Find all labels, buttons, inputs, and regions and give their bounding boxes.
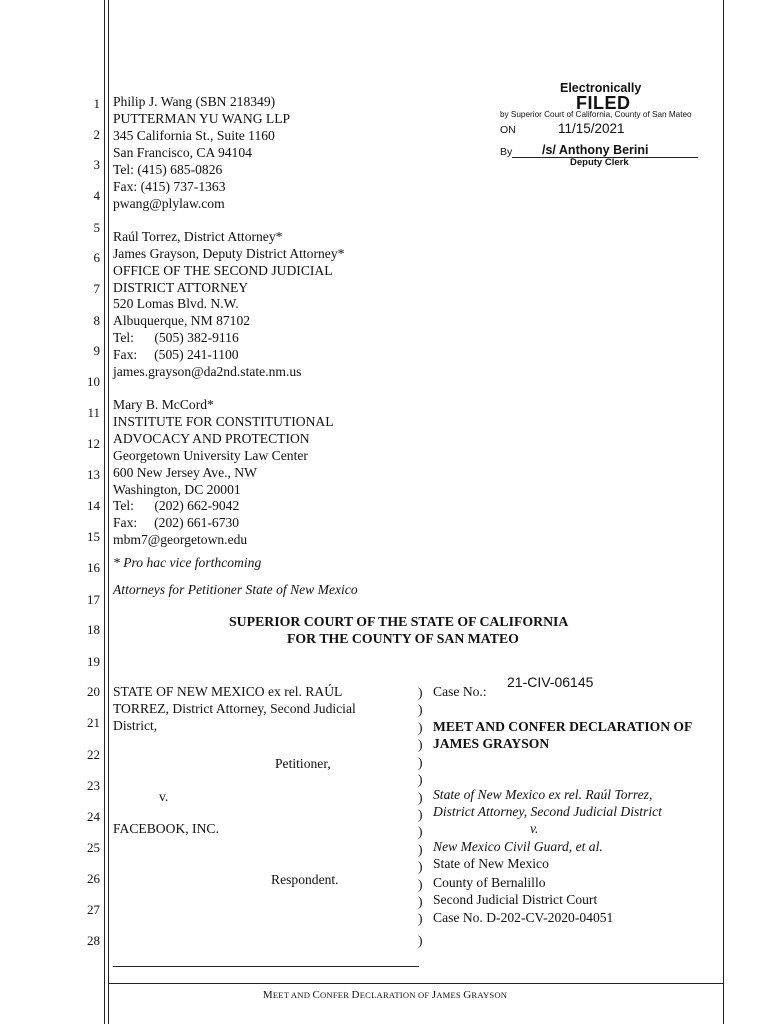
- document-title-line1: MEET AND CONFER DECLARATION OF: [433, 719, 693, 734]
- related-case-line: Second Judicial District Court: [433, 892, 598, 907]
- case-number: 21-CIV-06145: [507, 674, 594, 690]
- caption-paren: ): [418, 807, 423, 822]
- counsel-line: INSTITUTE FOR CONSTITUTIONAL: [113, 414, 334, 429]
- counsel-line: OFFICE OF THE SECOND JUDICIAL: [113, 263, 333, 278]
- line-number: 3: [93, 157, 100, 172]
- footer-cap: G: [463, 989, 472, 1001]
- counsel-email: mbm7@georgetown.edu: [113, 532, 248, 547]
- line-number: 16: [87, 560, 100, 575]
- case-number-label: Case No.:: [433, 684, 487, 699]
- caption-paren: ): [418, 737, 423, 752]
- stamp-electronically: Electronically: [560, 81, 642, 95]
- line-number: 9: [93, 343, 100, 358]
- document-title-line2: JAMES GRAYSON: [433, 736, 550, 751]
- court-title-line1: SUPERIOR COURT OF THE STATE OF CALIFORNIA: [229, 614, 569, 629]
- caption-paren: ): [418, 702, 423, 717]
- counsel-line: Washington, DC 20001: [113, 482, 241, 497]
- line-number: 6: [93, 250, 100, 265]
- counsel-line: Raúl Torrez, District Attorney*: [113, 229, 283, 244]
- petitioner-line: District,: [113, 718, 158, 733]
- counsel-line: Mary B. McCord*: [113, 397, 214, 412]
- stamp-date: 11/15/2021: [558, 121, 625, 136]
- respondent-role: Respondent.: [271, 872, 339, 887]
- respondent-name: FACEBOOK, INC.: [113, 821, 219, 836]
- line-number: 1: [93, 96, 100, 111]
- left-margin-rule: [104, 0, 105, 1024]
- related-case-line: New Mexico Civil Guard, et al.: [433, 839, 603, 854]
- line-number: 24: [87, 809, 100, 824]
- footer-small: EET AND: [272, 990, 313, 1000]
- caption-paren: ): [418, 720, 423, 735]
- counsel-email: pwang@plylaw.com: [113, 196, 225, 211]
- related-case-number: Case No. D-202-CV-2020-04051: [433, 910, 614, 925]
- pro-hac-vice-note: * Pro hac vice forthcoming: [113, 555, 262, 570]
- counsel-email: james.grayson@da2nd.state.nm.us: [113, 364, 302, 379]
- counsel-line: Albuquerque, NM 87102: [113, 313, 251, 328]
- stamp-on-label: ON: [500, 124, 516, 136]
- counsel-line: Philip J. Wang (SBN 218349): [113, 94, 276, 109]
- footer-cap: M: [262, 989, 273, 1001]
- line-number: 13: [87, 467, 100, 482]
- caption-paren: ): [418, 894, 423, 909]
- footer-cap: J: [431, 989, 437, 1001]
- stamp-signer: /s/ Anthony Berini: [542, 143, 649, 157]
- counsel-line: James Grayson, Deputy District Attorney*: [113, 246, 345, 261]
- line-number: 5: [93, 220, 100, 235]
- left-margin-rule-inner: [108, 0, 109, 1024]
- counsel-line: Georgetown University Law Center: [113, 448, 308, 463]
- footer-small: ECLARATION OF: [359, 990, 432, 1000]
- footer-cap: C: [312, 989, 321, 1001]
- versus: v.: [159, 789, 169, 804]
- footer-small: RAYSON: [471, 990, 508, 1000]
- counsel-line: DISTRICT ATTORNEY: [113, 280, 249, 295]
- line-number: 2: [93, 127, 100, 142]
- related-case-line: State of New Mexico ex rel. Raúl Torrez,: [433, 787, 653, 802]
- related-case-line: State of New Mexico: [433, 856, 549, 871]
- stamp-court: by Superior Court of California, County of San Mateo: [500, 110, 692, 119]
- related-case-line: District Attorney, Second Judicial District: [433, 804, 662, 819]
- caption-paren: ): [418, 790, 423, 805]
- caption-paren: ): [418, 933, 423, 948]
- line-number: 28: [87, 933, 100, 948]
- counsel-line: Tel: (505) 382-9116: [113, 330, 239, 345]
- counsel-line: Tel: (202) 662-9042: [113, 498, 240, 513]
- caption-paren: ): [418, 772, 423, 787]
- right-margin-rule: [723, 0, 724, 1024]
- caption-paren: ): [418, 842, 423, 857]
- line-number: 11: [87, 405, 100, 420]
- footer-small: AMES: [436, 990, 464, 1000]
- petitioner-role: Petitioner,: [275, 756, 331, 771]
- counsel-line: 600 New Jersey Ave., NW: [113, 465, 257, 480]
- line-number: 22: [87, 747, 100, 762]
- line-number: 15: [87, 529, 100, 544]
- line-number: 10: [87, 374, 100, 389]
- court-title-line2: FOR THE COUNTY OF SAN MATEO: [287, 631, 519, 646]
- line-number: 23: [87, 778, 100, 793]
- counsel-line: PUTTERMAN YU WANG LLP: [113, 111, 291, 126]
- footer-rule: [108, 983, 724, 984]
- line-number: 21: [87, 715, 100, 730]
- related-case-versus: v.: [530, 821, 539, 836]
- related-case-line: County of Bernalillo: [433, 875, 546, 890]
- counsel-line: Fax: (202) 661-6730: [113, 515, 240, 530]
- line-number: 19: [87, 654, 100, 669]
- line-number: 20: [87, 684, 100, 699]
- counsel-line: Fax: (505) 241-1100: [113, 347, 239, 362]
- counsel-line: 520 Lomas Blvd. N.W.: [113, 296, 239, 311]
- caption-bottom-rule: [113, 966, 419, 967]
- footer-cap: D: [351, 989, 360, 1001]
- caption-paren: ): [418, 859, 423, 874]
- line-number: 18: [87, 622, 100, 637]
- caption-paren: ): [418, 911, 423, 926]
- attorneys-for: Attorneys for Petitioner State of New Mexico: [113, 582, 358, 597]
- stamp-filed: FILED: [576, 93, 631, 113]
- line-number: 12: [87, 436, 100, 451]
- stamp-by-label: By: [500, 146, 513, 158]
- line-number: 14: [87, 498, 100, 513]
- line-number: 25: [87, 840, 100, 855]
- counsel-line: 345 California St., Suite 1160: [113, 128, 275, 143]
- counsel-line: Fax: (415) 737-1363: [113, 179, 226, 194]
- stamp-role: Deputy Clerk: [570, 157, 629, 168]
- counsel-line: San Francisco, CA 94104: [113, 145, 252, 160]
- caption-paren: ): [418, 685, 423, 700]
- caption-paren: ): [418, 877, 423, 892]
- line-number: 17: [87, 592, 100, 607]
- petitioner-line: STATE OF NEW MEXICO ex rel. RAÚL: [113, 684, 343, 699]
- line-number: 7: [93, 281, 100, 296]
- counsel-line: Tel: (415) 685-0826: [113, 162, 223, 177]
- caption-paren: ): [418, 824, 423, 839]
- line-number: 8: [93, 313, 100, 328]
- footer-small: ONFER: [320, 990, 352, 1000]
- petitioner-line: TORREZ, District Attorney, Second Judicial: [113, 701, 356, 716]
- caption-paren: ): [418, 755, 423, 770]
- line-number: 4: [93, 188, 100, 203]
- footer-title: [0, 989, 770, 1001]
- line-number: 26: [87, 871, 100, 886]
- counsel-line: ADVOCACY AND PROTECTION: [113, 431, 310, 446]
- line-number: 27: [87, 902, 100, 917]
